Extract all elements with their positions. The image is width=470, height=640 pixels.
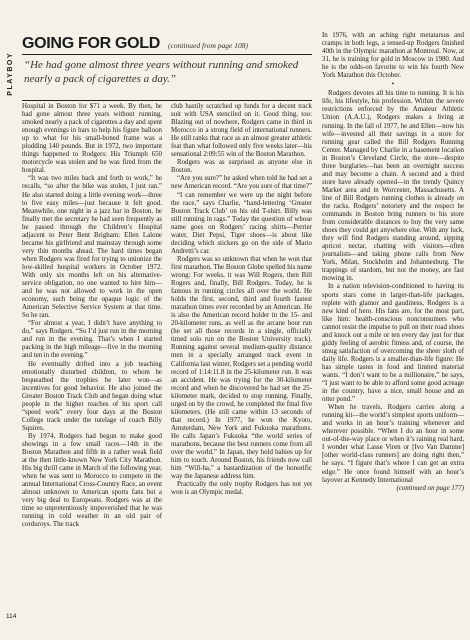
section-divider-bullet: • (391, 81, 395, 89)
paragraph: Hospital in Boston for $71 a week. By then, he had gone almost three years without running, smoked nearly a pack of cigarettes a day and spent enough evenings in bars to help his figure balloon up to what for his small-boned frame was a plodding 140 pounds. But in 1972, two important things happened to Rodgers: His Triumph 650 motorcycle was stolen and he was fired from the hospital. (22, 103, 162, 175)
pull-quote: “He had gone almost three years without running and smoked nearly a pack of cigarettes a day.” (24, 59, 299, 85)
paragraph: Practically the only trophy Rodgers has not yet won is an Olympic medal. (171, 481, 312, 497)
paragraph: In 1976, with an aching right metatarsus and cramps in both legs, a tensed-up Rodgers finished 40th in the Olympic marathon at Montreal. Now, at 31, he is training for gold in Moscow in 1980. And he is the odds-on favorite to win his fourth New York Marathon this October. (322, 32, 464, 80)
paragraph: club hastily scratched up funds for a decent track suit with USA stenciled on it. Good thing, too: Blazing out of nowhere, Rodgers came in third in Morocco in a strong field of international runners. He still ranks that race as an almost greater athletic feat than what followed only five weeks later—his sensational 2:09:55 win of the Boston Marathon. (171, 103, 312, 159)
paragraph: “For almost a year, I didn’t have anything to do,” says Rodgers. “So I’d just run in the morning and run in the evening. That’s when I started packing in the high mileage—five in the morning and ten in the evening.” (22, 320, 162, 360)
paragraph: He eventually drifted into a job teaching emotionally disturbed children, to whom he bequeathed the trophies he later won—as incentives for good behavior. He also joined the Greater Boston Track Club and began doing what people in the higher reaches of his sport call “speed work” every four days at the Boston College track under the tutelage of coach Billy Squires. (22, 360, 162, 432)
paragraph: By 1974, Rodgers had begun to make good showings in a few small races—14th in the Boston Marathon and fifth in a rather weak field at the then little-known New York City Marathon. His big thrill came in March of the following year, when he was sent to Morocco to compete in the annual International Cross-Country Race, an event almost unknown to American sports fans but a very big deal to Europeans. Rodgers was at the time so unpretentiously impoverished that he was running in cold weather in an old pair of corduroys. The track (22, 432, 162, 529)
paragraph: “It was two miles back and forth to work,” he recalls, “so after the bike was stolen, I just ran.” He also started doing a little evening work—three to five easy miles—just because it felt good. Meanwhile, one night in a jazz bar in Boston, he finally met the secretary he had seen frequently as he passed through the Children’s Hospital adjacent to Peter Bent Brigham: Ellen Lalone became his girlfriend and mainstay through some very thin months ahead. The hard times began when Rodgers was fired for trying to unionize the low-skilled hospital workers in October 1972. With only six months left on his alternative-service obligation, no one wanted to hire him—and he was not allowed to work in the open economy, such being the opaque logic of the American Selective Service System at that time. So he ran. (22, 175, 162, 320)
paragraph: Rodgers was as surprised as anyone else in Boston. (171, 159, 312, 175)
pull-quote-rule (22, 100, 312, 101)
column-1 (22, 103, 162, 623)
column-2 (171, 103, 312, 623)
paragraph: “Are you sure?” he asked when told he had set a new American record. “Are you sure of that time?” (171, 175, 312, 191)
paragraph: Rodgers devotes all his time to running. It is his life, his lifestyle, his profession. Within the severe restrictions enforced by the Amateur Athletic Union (A.A.U.), Rodgers makes a living at running. In the fall of 1977, he and Ellen—now his wife—invested all their savings in a store for running gear called the Bill Rodgers Running Center. Managed by Charlie in a basement location in Boston’s Cleveland Circle, the store—despite three burglaries—has been an overnight success and may become a chain. A second and a third store have already opened—in the trendy Quincy Market area and in Worcester, Massachusetts. A line of Bill Rodgers running clothes is already on the racks. Rodgers’ notoriety and the respect he commands in Boston bring runners to his store from considerable distances to buy the very same shoes they could get anywhere else. With any luck, they will find Rodgers standing around, sipping apricot nectar, chatting with visitors—often journalists—and taking phone calls from New York, Milan, Stockholm and Johannesburg. The trappings of stardom, but not the money, are fast mowing in. (322, 90, 464, 283)
paragraph: In a nation television-conditioned to having its sports stars come in larger-than-life packages, replete with glamor and gaudiness, Rodgers is a new kind of hero. His fans are, for the most part, like him: health-conscious nonconsumers who cannot resist the impulse to pull on their road shoes and knock out a mile or ten every day just for that giddy feeling of aerobic fitness and, of course, the smug satisfaction of overcoming the sheer sloth of daily life. Rodgers is a smaller-than-life figure: He has simple tastes in food and limited material wants. “I don’t want to be a millionaire,” he says, “I just want to be able to afford some good acreage in the country, have a nice, small house and an otter pond.” (322, 283, 464, 404)
column-3 (322, 32, 464, 632)
paragraph: “I can remember we were up the night before the race,” says Charlie, “hand-lettering ‘Greater Boston Track Club’ on his old T-shirt. Billy was still running in rags.” Today the question of whose name goes on Rodgers’ racing shirts—Perrier water, Diet Pepsi, Tiger shoes—is about like deciding which stickers go on the side of Mario Andretti’s car. (171, 191, 312, 255)
paragraph: When he travels, Rodgers carries along a running kit—the world’s simplest sports uniform—and works in an hour’s training whenever and wherever possible. “When I do an hour in some out-of-the-way place or when it’s raining real hard, I wonder what Lasse Viren or [Ivo Van Damme] [other world-class runners] are doing right then,” he says. “I figure that’s where I can get an extra edge.” He once found himself with an hour’s layover at Kennedy International (322, 404, 464, 484)
paragraph: Rodgers was so unknown that when he won that first marathon, The Boston Globe spelled his name wrong: For weeks, it was Will Rogers, then Bill Rogers and, finally, Bill Rodgers. Today, he is famous in running circles all over the world. He holds the first, second, third and fourth fastest marathon times ever recorded by an American. He is also the American record holder in the 15- and 20-kilometer runs, as well as the arcane hour run (he set all those records in a single, officially timed solo run on the Boston University track). Running against several medium-quality distance men in a specially arranged track event in California last winter, Rodgers set a pending world record of 1:14:11.8 in the 25-kilometer run. It was an accident. He was trying for the 30-kilometer record and when he discovered he had set the 25-kilometer mark, decided to stop running. Finally, urged on by the crowd, he completed the final five kilometers. (He still came within 13 seconds of that record.) In 1977, he won the Kyoto, Amsterdam, New York and Fukuoka marathons. He calls Japan’s Fukuoka “the world series of marathons, because the best runners come from all over the world.” In Japan, they hold babies up for him to touch. Around Boston, his friends now call him “Will-ha,” a bastardization of the honorific way the Japanese address him. (171, 255, 312, 481)
continued-on-note: (continued on page 177) (396, 484, 464, 492)
page-number: 114 (6, 613, 17, 620)
article-title: GOING FOR GOLD (22, 35, 161, 52)
header-rule (22, 54, 312, 55)
continued-from-note: (continued from page 108) (168, 41, 248, 50)
article-header (22, 35, 312, 53)
playboy-side-tag: PLAYBOY (7, 52, 14, 96)
